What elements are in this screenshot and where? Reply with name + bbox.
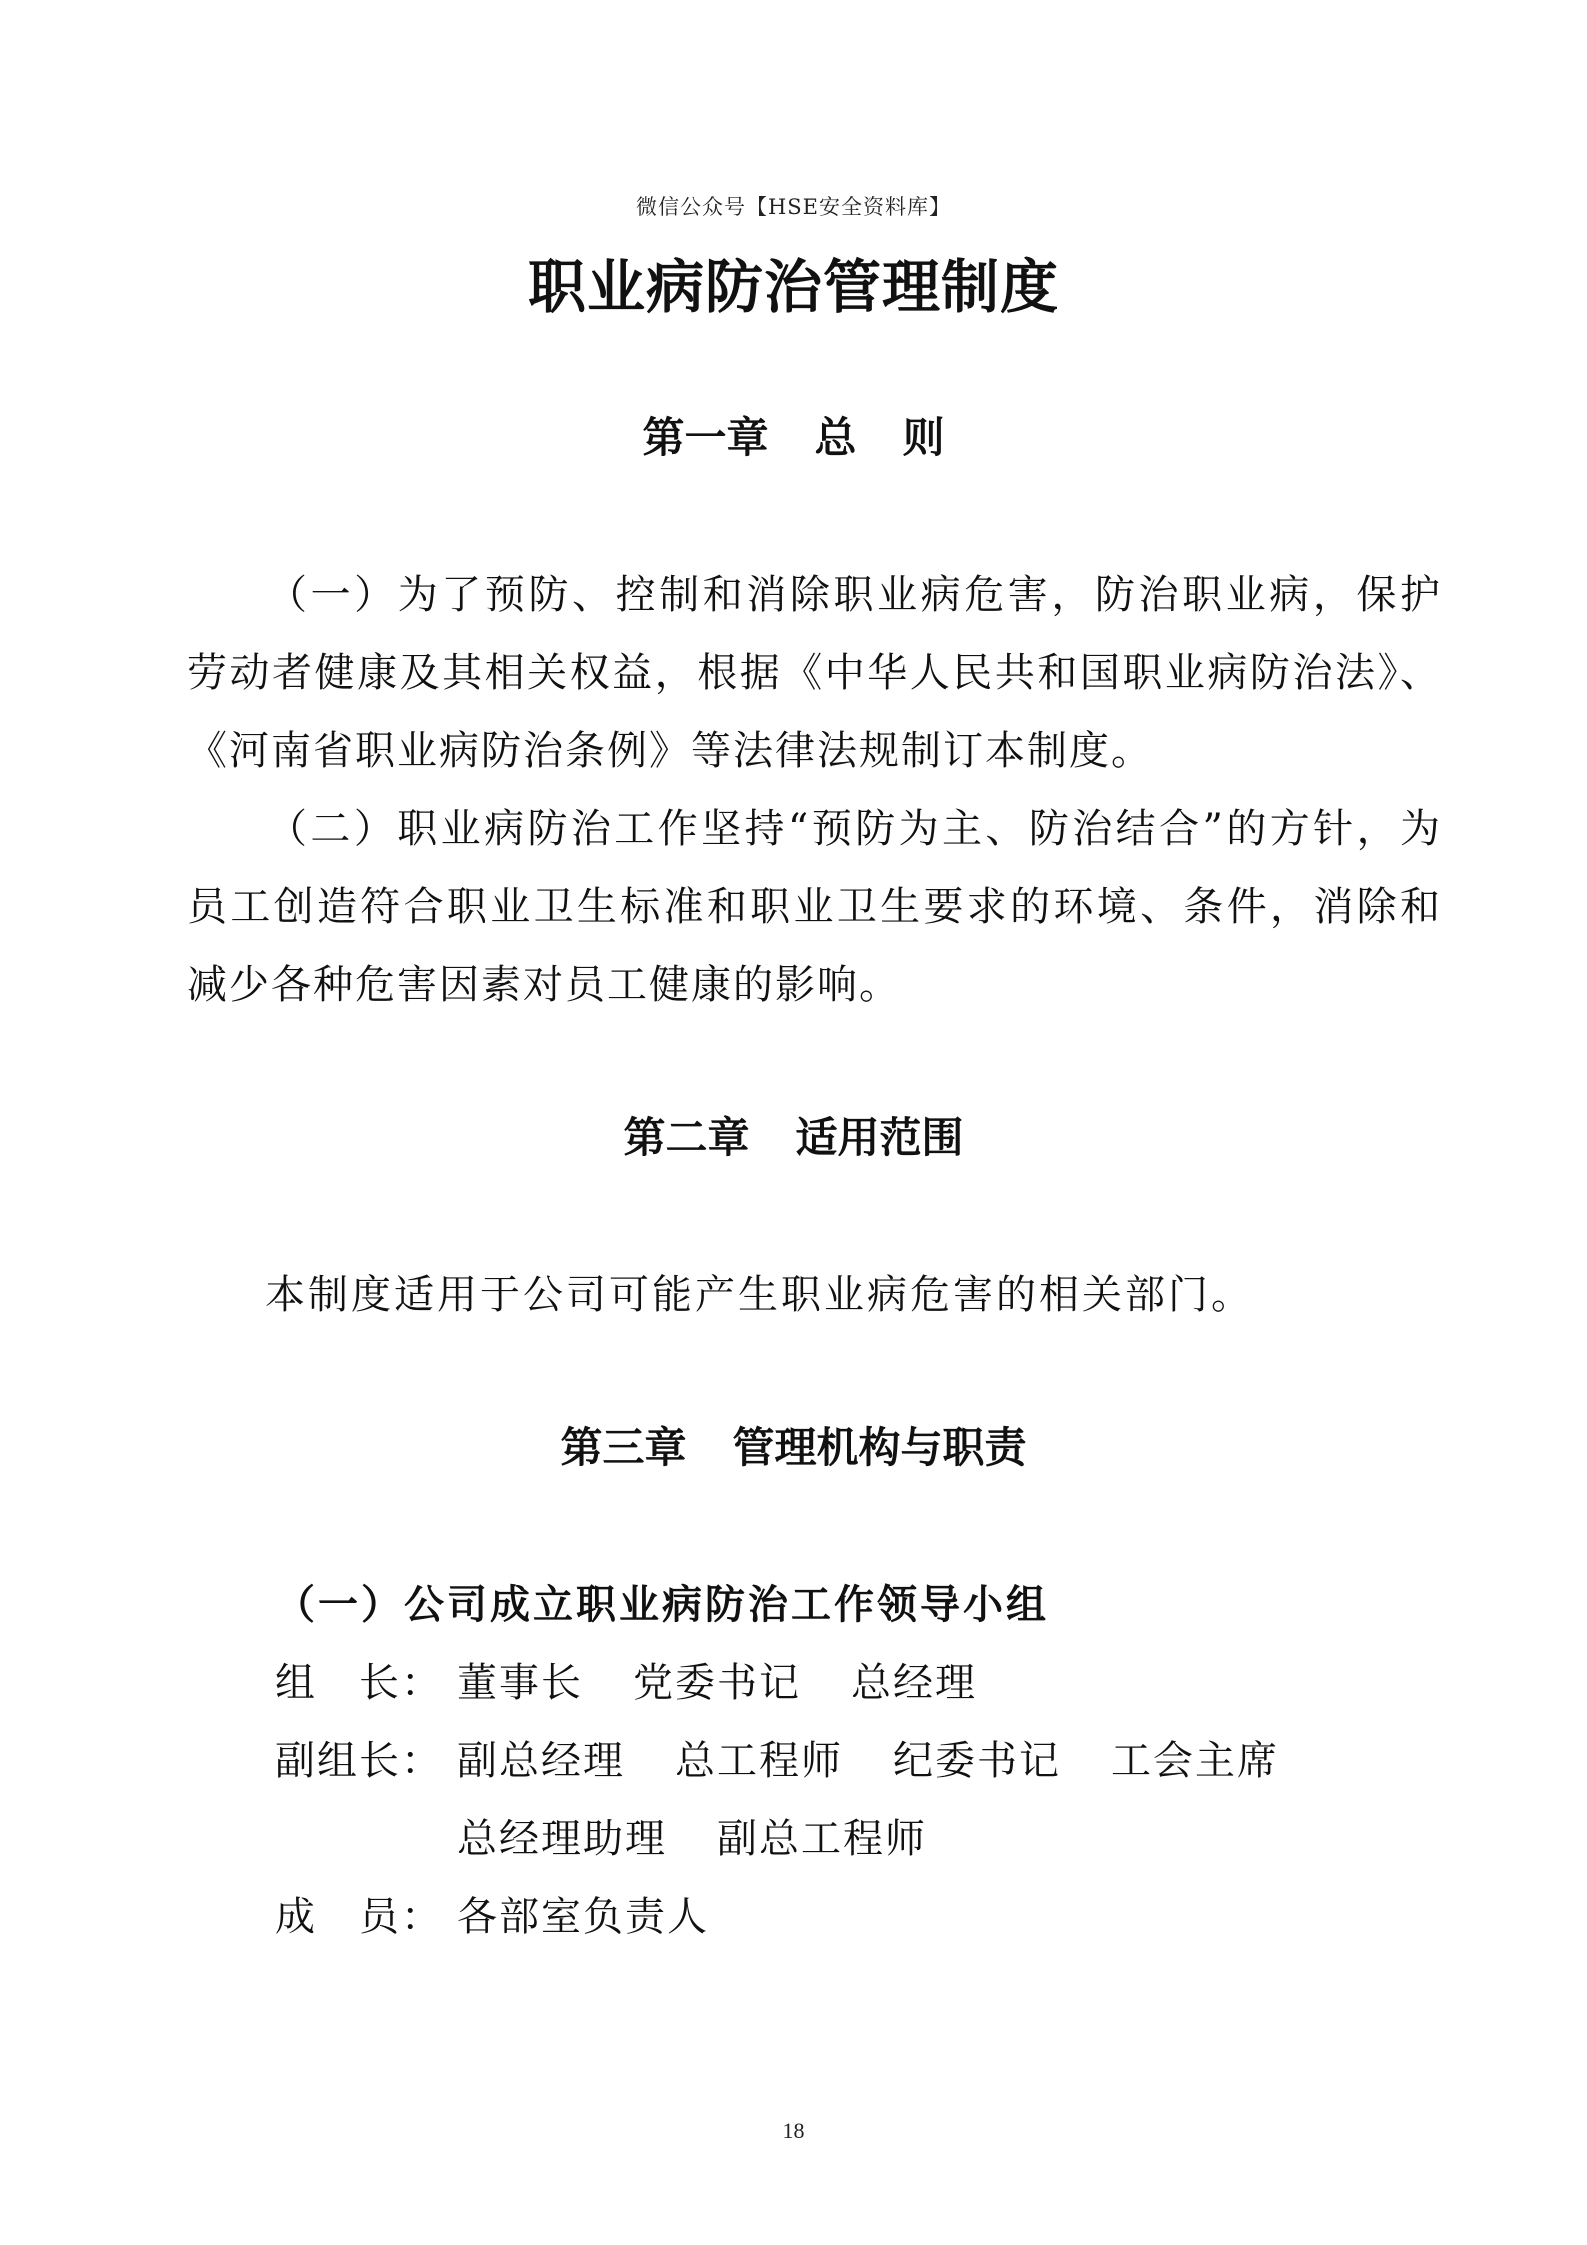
deputy-name: 副总经理: [457, 1738, 625, 1784]
chapter-3-name: 管理机构与职责: [732, 1423, 1027, 1472]
leader-name: 党委书记: [633, 1660, 801, 1706]
chapter-1-name-b: 则: [902, 413, 945, 462]
leader-list: [457, 1644, 1027, 1722]
deputy-name: 工会主席: [1111, 1738, 1279, 1784]
member-list: [457, 1878, 759, 1956]
leadership-group-subheading: （一）公司成立职业病防治工作领导小组: [275, 1582, 1049, 1628]
deputy-row: [275, 1722, 1475, 1800]
deputy-name: 副总工程师: [717, 1816, 927, 1862]
leader-name: 董事长: [457, 1660, 583, 1706]
leadership-group: [275, 1566, 1475, 1956]
chapter-1-heading: [0, 405, 1587, 465]
chapter-2-name: 适用范围: [795, 1113, 964, 1162]
deputy-name: 总工程师: [675, 1738, 843, 1784]
leader-name: 总经理: [851, 1660, 977, 1706]
chapter-1-paragraph-1: （一）为了预防、控制和消除职业病危害，防治职业病，保护劳动者健康及其相关权益，根据《中华人民共和国职业病防治法》、《河南省职业病防治条例》等法律法规制订本制度。: [187, 572, 1442, 774]
deputy-name: 总经理助理: [457, 1816, 667, 1862]
deputy-name: 纪委书记: [893, 1738, 1061, 1784]
chapter-2-text: 本制度适用于公司可能产生职业病危害的相关部门。: [265, 1272, 1254, 1318]
deputy-list-continued: [457, 1800, 977, 1878]
chapter-2-body: [265, 1256, 1520, 1334]
header-note: 微信公众号【HSE安全资料库】: [635, 195, 952, 219]
chapter-3-number: 第三章: [560, 1423, 687, 1472]
deputy-label: 副组长：: [275, 1738, 443, 1784]
chapter-1-number: 第一章: [642, 413, 769, 462]
deputy-row-continued: [275, 1800, 1475, 1878]
chapter-1-paragraph-2: （二）职业病防治工作坚持“预防为主、防治结合”的方针，为员工创造符合职业卫生标准和职业卫生要求的环境、条件，消除和减少各种危害因素对员工健康的影响。: [187, 806, 1442, 1008]
document-title: 职业病防治管理制度: [527, 253, 1059, 321]
deputy-list: [457, 1722, 1329, 1800]
leader-row: [275, 1644, 1475, 1722]
leader-label: 组 长：: [275, 1660, 443, 1706]
member-name: 各部室负责人: [457, 1894, 709, 1940]
chapter-2-heading: [0, 1105, 1587, 1165]
chapter-2-number: 第二章: [623, 1113, 750, 1162]
member-label: 成 员：: [275, 1894, 443, 1940]
chapter-1-name-a: 总: [814, 413, 857, 462]
chapter-3-heading: [0, 1415, 1587, 1475]
page-number: 18: [782, 2118, 805, 2143]
chapter-1-body: [187, 556, 1442, 1024]
member-row: [275, 1878, 1475, 1956]
